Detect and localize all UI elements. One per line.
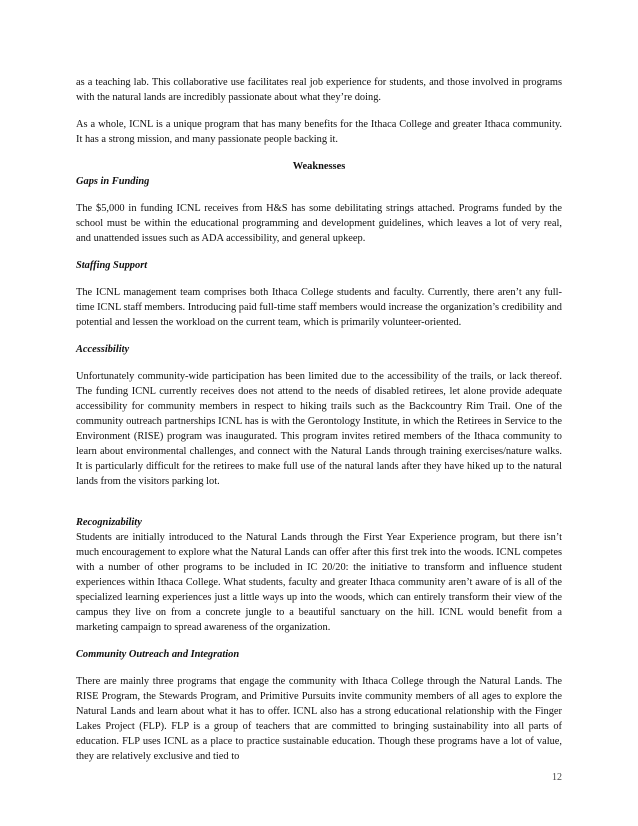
document-body xyxy=(76,75,562,764)
section-heading-weaknesses: Weaknesses xyxy=(292,161,346,172)
page-number: 12 xyxy=(552,772,562,783)
paragraph-teaching-lab: as a teaching lab. This collaborative use facilitates real job experience for students, and those involved in programs with the natural lands are incredibly passionate about what they’re doing. xyxy=(76,77,562,103)
subheading-staffing-support: Staffing Support xyxy=(76,260,148,271)
paragraph-as-a-whole: As a whole, ICNL is a unique program that has many benefits for the Ithaca College and greater Ithaca community. It has a strong mission, and many passionate people backing it. xyxy=(76,119,562,145)
paragraph-accessibility: Unfortunately community-wide participation has been limited due to the accessibility of the trails, or lack thereof. The funding ICNL currently receives does not attend to the needs of disabled retirees, let alone provide adequate accessibility for community members in respect to hiking trails such as the Backcountry Rim Trail. One of the community outreach partnerships ICNL has is with the Gerontology Institute, in which the Retirees in Service to the Environment (RISE) program was inaugurated. This program invites retired members of the Ithaca community to learn about environmental challenges, and connect with the Natural Lands through training exercises/nature walks. It is particularly difficult for the retirees to make full use of the natural lands after they have hiked up to the natural lands from the visitors parking lot. xyxy=(76,371,562,487)
subheading-recognizability: Recognizability xyxy=(76,517,142,528)
subheading-gaps-in-funding: Gaps in Funding xyxy=(76,176,150,187)
paragraph-recognizability: Students are initially introduced to the Natural Lands through the First Year Experience program, but there isn’t much encouragement to explore what the Natural Lands can offer after this first trek into the woods. ICNL competes with a number of other programs to be included in IC 20/20: the initiative to transform and influence student experiences within Ithaca College. What students, faculty and greater Ithaca community aren’t aware of is all of the specialized learning experiences just a little ways up into the woods, which can entirely transform their view of the campus they live on from a concrete jungle to a beautiful sanctuary on the hill. ICNL would benefit from a marketing campaign to spread awareness of the organization. xyxy=(76,532,562,633)
paragraph-funding: The $5,000 in funding ICNL receives from H&S has some debilitating strings attached. Programs funded by the school must be within the educational programming and development guidelines, which leaves a lot of very real, and unattended issues such as ADA accessibility, and general upkeep. xyxy=(76,203,562,244)
paragraph-community-outreach: There are mainly three programs that engage the community with Ithaca College through the Natural Lands. The RISE Program, the Stewards Program, and Primitive Pursuits invite community members of all ages to explore the Natural Lands and learn about what it has to offer. ICNL also has a strong educational relationship with the Finger Lakes Project (FLP). FLP is a group of teachers that are committed to bringing sustainability into all parts of education. FLP uses ICNL as a place to practice sustainable education. Though these programs have a lot of value, they are relatively exclusive and tied to xyxy=(76,676,562,762)
subheading-community-outreach: Community Outreach and Integration xyxy=(76,649,240,660)
subheading-accessibility: Accessibility xyxy=(76,344,130,355)
paragraph-staffing: The ICNL management team comprises both Ithaca College students and faculty. Currently, there aren’t any full-time ICNL staff members. Introducing paid full-time staff members would increase the organization’s credibility and potential and lessen the workload on the current team, which is primarily volunteer-oriented. xyxy=(76,287,562,328)
